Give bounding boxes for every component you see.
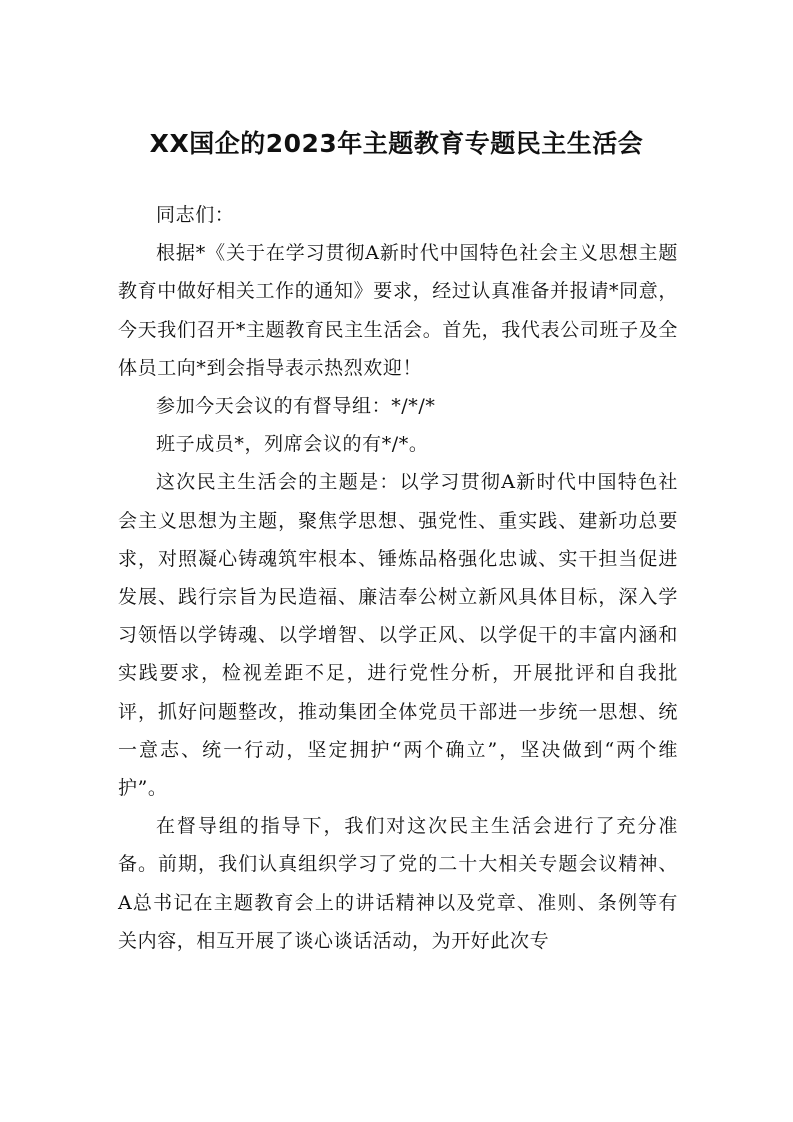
body-paragraph: 这次民主生活会的主题是：以学习贯彻A新时代中国特色社会主义思想为主题，聚焦学思想、强党性、重实践、建新功总要求，对照凝心铸魂筑牢根本、锤炼品格强化忠诚、实干担当促进发展、践行宗旨为民造福、廉洁奉公树立新风具体目标，深入学习领悟以学铸魂、以学增智、以学正风、以学促干的丰富内涵和实践要求，检视差距不足，进行党性分析，开展批评和自我批评，抓好问题整改，推动集团全体党员干部进一步统一思想、统一意志、统一行动，坚定拥护“两个确立”，坚决做到“两个维护”。 <box>118 471 678 800</box>
body-paragraph: 根据*《关于在学习贯彻A新时代中国特色社会主义思想主题教育中做好相关工作的通知》要求，经过认真准备并报请*同意，今天我们召开*主题教育民主生活会。首先，我代表公司班子及全体员工向*到会指导表示热烈欢迎！ <box>118 242 678 379</box>
body-paragraph: 在督导组的指导下，我们对这次民主生活会进行了充分准备。前期，我们认真组织学习了党的二十大相关专题会议精神、A总书记在主题教育会上的讲话精神以及党章、准则、条例等有关内容，相互开展了谈心谈话活动，为开好此次专 <box>118 815 678 952</box>
document-body <box>118 196 678 960</box>
salutation-paragraph: 同志们： <box>156 204 235 226</box>
document-title: XX国企的2023年主题教育专题民主生活会 <box>149 129 644 158</box>
body-paragraph: 班子成员*，列席会议的有*/*。 <box>156 433 429 456</box>
body-paragraph: 参加今天会议的有督导组：*/*/* <box>156 395 436 418</box>
